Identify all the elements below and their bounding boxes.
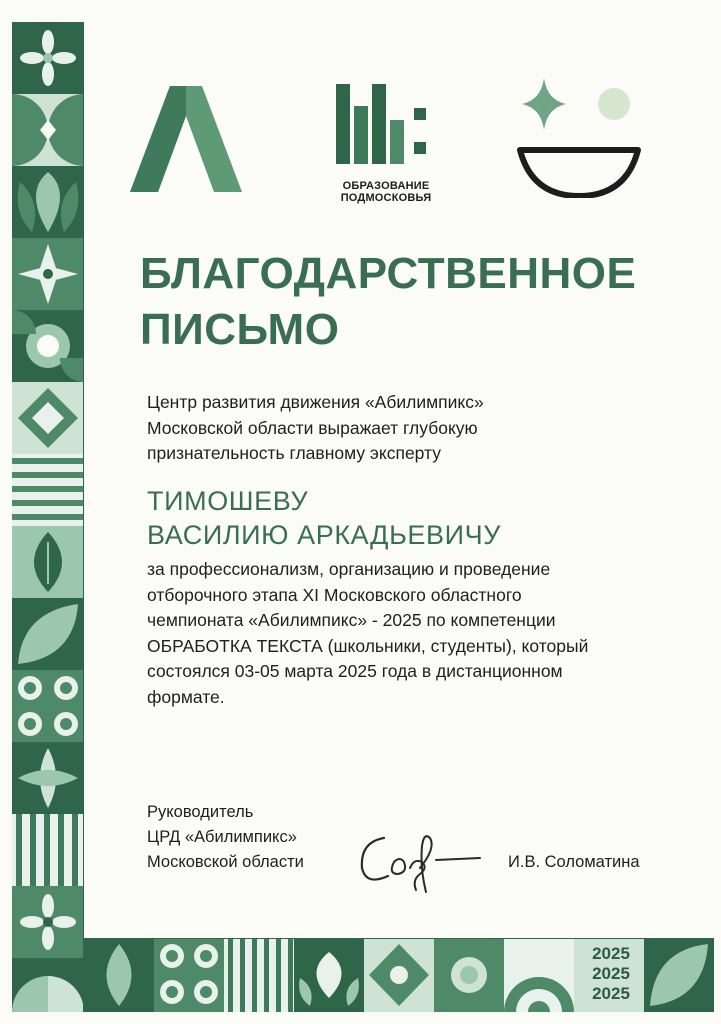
education-podmoskovya-logo xyxy=(326,84,446,204)
reason-paragraph xyxy=(147,557,657,710)
page-title xyxy=(140,246,680,358)
year-decoration xyxy=(580,944,642,1004)
logo-row xyxy=(130,78,650,208)
education-logo-line: ОБРАЗОВАНИЕ xyxy=(342,180,430,192)
text-line: ОБРАБОТКА ТЕКСТА (школьники, студенты), который xyxy=(147,635,589,656)
text-line: отборочного этапа XI Московского областного xyxy=(147,584,522,605)
title-line: БЛАГОДАРСТВЕННОЕ xyxy=(140,249,637,298)
text-line: Московской области выражает глубокую xyxy=(147,417,478,438)
year-text: 2025 xyxy=(592,984,630,1003)
signer-line: ЦРД «Абилимпикс» xyxy=(147,828,297,846)
bars-icon xyxy=(332,84,432,164)
text-line: за профессионализм, организацию и проведение xyxy=(147,559,551,579)
year-text: 2025 xyxy=(592,944,630,963)
year-text: 2025 xyxy=(592,964,630,983)
text-line: формате. xyxy=(147,686,225,707)
handwritten-signature xyxy=(350,828,490,894)
text-line: чемпионата «Абилимпикс» - 2025 по компетенции xyxy=(147,610,556,630)
education-logo-text xyxy=(326,180,446,204)
recipient-line: ТИМОШЕВУ xyxy=(147,486,309,516)
bowl-star-logo xyxy=(514,78,644,198)
signer-line: Руководитель xyxy=(147,803,254,821)
recipient-name xyxy=(147,484,501,552)
recipient-line: ВАСИЛИЮ АРКАДЬЕВИЧУ xyxy=(147,520,501,550)
intro-paragraph xyxy=(147,390,607,467)
text-line: Центр развития движения «Абилимпикс» xyxy=(147,392,484,412)
title-line: ПИСЬМО xyxy=(140,305,340,354)
signer-line: Московской области xyxy=(147,853,304,871)
signer-name: И.В. Соломатина xyxy=(508,853,640,871)
text-line: признательность главному эксперту xyxy=(147,443,441,463)
abilympics-letter-a-logo xyxy=(130,86,242,192)
text-line: состоялся 03-05 марта 2025 года в дистанционном xyxy=(147,661,563,681)
education-logo-line: ПОДМОСКОВЬЯ xyxy=(340,192,432,204)
signer-title xyxy=(147,800,304,875)
left-ornament-border xyxy=(12,22,84,1012)
